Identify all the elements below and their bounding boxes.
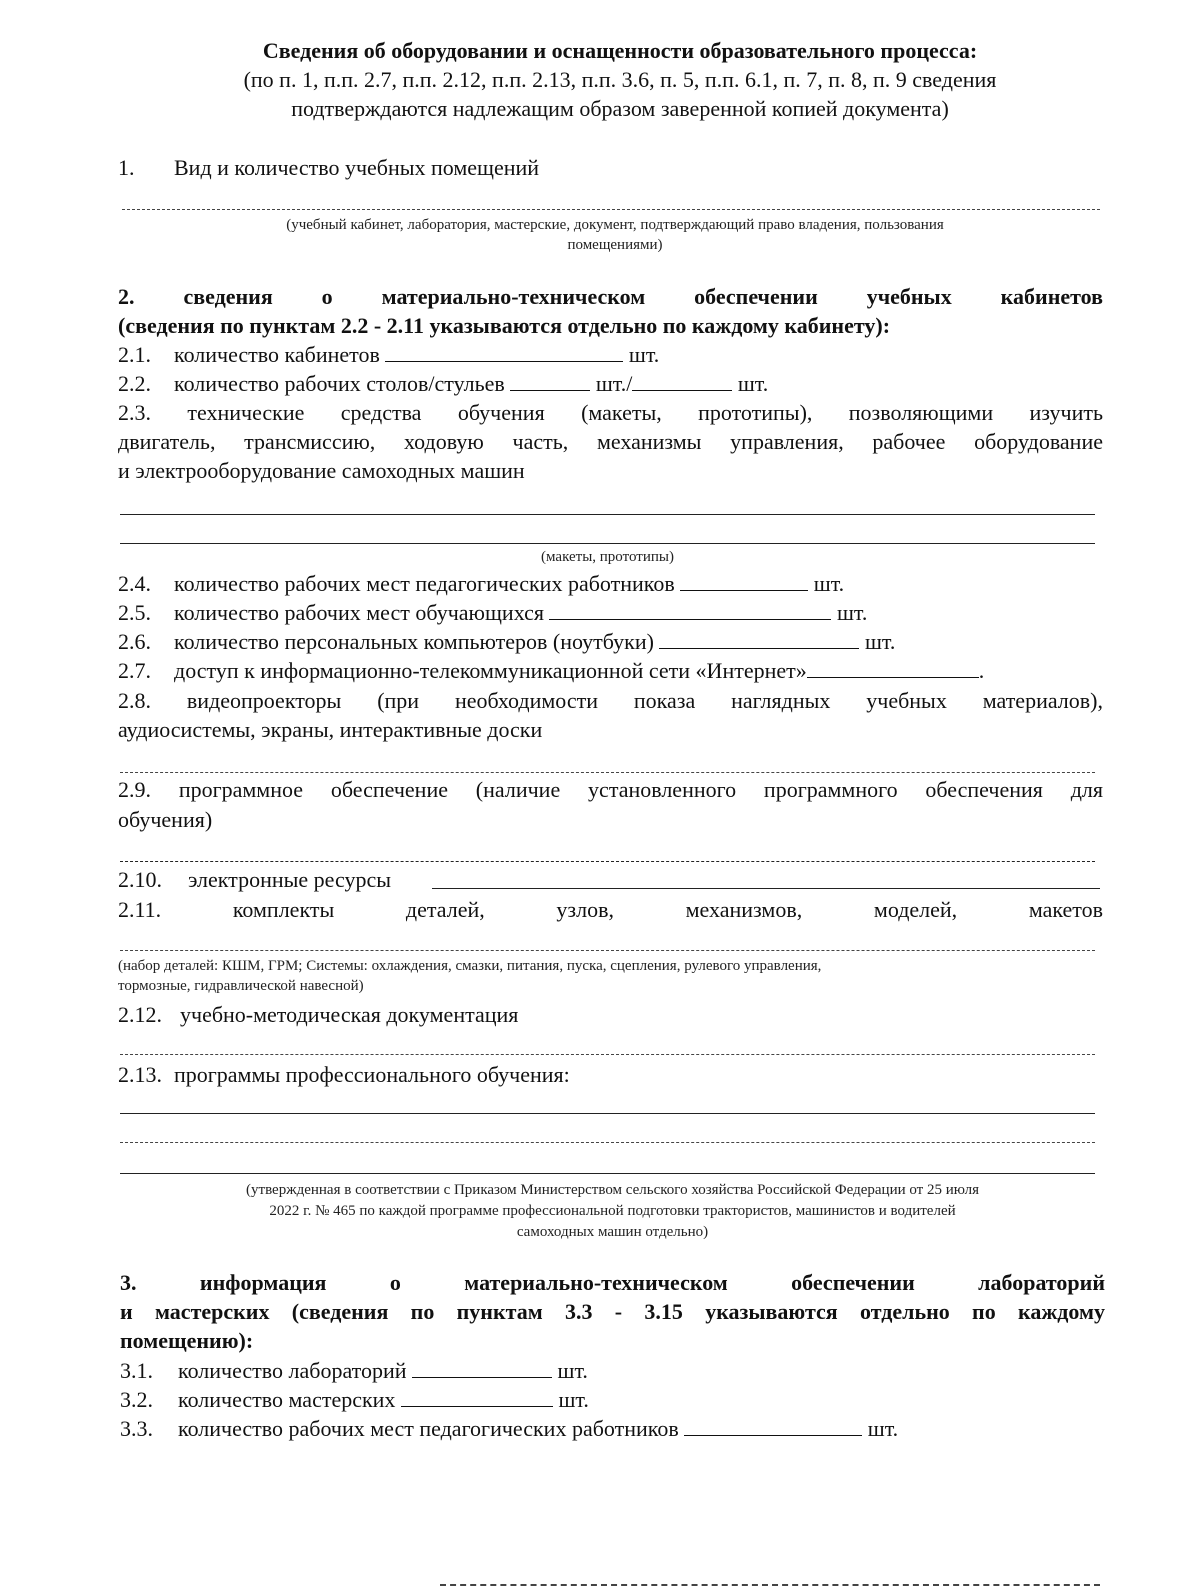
item-2-11-caption-line2: тормозные, гидравлической навесной): [118, 978, 364, 994]
item-2-13-fill-line-2[interactable]: [120, 1142, 1095, 1143]
item-2-3-fill-line-2[interactable]: [120, 543, 1095, 544]
page-bottom-cutoff-line: [440, 1584, 1100, 1586]
item-3-1: [120, 1357, 588, 1385]
item-2-10-fill-line[interactable]: [432, 888, 1100, 889]
section-1-fill-line[interactable]: [122, 209, 1100, 210]
item-2-13-caption-line2: 2022 г. № 465 по каждой программе профессиональной подготовки трактористов, машинистов и водителей: [269, 1203, 956, 1219]
item-2-3-line1: [118, 399, 1103, 427]
item-2-8-line1: [118, 687, 1103, 715]
item-2-4-text: количество рабочих мест педагогических работников: [174, 571, 675, 596]
item-2-2-number: 2.2.: [118, 371, 151, 396]
item-2-4: [118, 570, 844, 598]
document-subtitle-line2: подтверждаются надлежащим образом заверенной копией документа): [291, 96, 949, 121]
item-3-1-fill-line[interactable]: [412, 1357, 552, 1378]
item-3-1-number: 3.1.: [120, 1358, 153, 1383]
item-2-7: [118, 657, 984, 685]
item-2-3-text-line1: технические средства обучения (макеты, прототипы), позволяющими изучить: [187, 400, 1103, 425]
item-2-5: [118, 599, 867, 627]
item-3-3: [120, 1415, 898, 1443]
item-2-9-text-line1: программное обеспечение (наличие установленного программного обеспечения для: [178, 777, 1103, 802]
section-1-text: Вид и количество учебных помещений: [174, 155, 540, 180]
item-2-2-fill-line-2[interactable]: [632, 370, 732, 391]
item-2-12-fill-line[interactable]: [120, 1054, 1095, 1055]
item-2-9-text-line2: обучения): [118, 807, 213, 832]
document-subtitle-line1: (по п. 1, п.п. 2.7, п.п. 2.12, п.п. 2.13, п.п. 3.6, п. 5, п.п. 6.1, п. 7, п. 8, п. 9 сведения: [243, 67, 997, 92]
item-2-13-number: 2.13.: [118, 1062, 162, 1087]
item-2-13-caption-line3: самоходных машин отдельно): [516, 1224, 709, 1240]
item-2-6-number: 2.6.: [118, 629, 151, 654]
item-2-10-number: 2.10.: [118, 867, 162, 892]
item-2-1-fill-line[interactable]: [385, 341, 623, 362]
section-2-heading-line1: 2. сведения о материально-техническом обеспечении учебных кабинетов: [118, 284, 1103, 309]
item-2-13: [118, 1061, 570, 1089]
item-2-6-fill-line[interactable]: [659, 628, 859, 649]
item-3-2-number: 3.2.: [120, 1387, 153, 1412]
item-3-1-unit: шт.: [557, 1358, 588, 1383]
item-2-11-line1: [118, 896, 1103, 924]
item-3-2-unit: шт.: [558, 1387, 589, 1412]
item-2-13-text: программы профессионального обучения:: [174, 1062, 570, 1087]
item-2-13-caption-line1: (утвержденная в соответствии с Приказом Министерством сельского хозяйства Российской Федерации от 25 июля: [246, 1182, 979, 1198]
item-2-11-text: комплекты деталей, узлов, механизмов, моделей, макетов: [232, 897, 1103, 922]
item-2-4-fill-line[interactable]: [680, 570, 808, 591]
item-2-11-caption-line1: (набор деталей: КШМ, ГРМ; Системы: охлаждения, смазки, питания, пуска, сцепления, рулевого управления,: [118, 958, 822, 974]
item-2-6-text: количество персональных компьютеров (ноутбуки): [174, 629, 654, 654]
document-title: Сведения об оборудовании и оснащенности образовательного процесса:: [262, 38, 978, 63]
item-3-2-fill-line[interactable]: [401, 1386, 553, 1407]
item-2-5-fill-line[interactable]: [549, 599, 831, 620]
item-2-3-text-line2: двигатель, трансмиссию, ходовую часть, механизмы управления, рабочее оборудование: [118, 429, 1103, 454]
item-3-3-text: количество рабочих мест педагогических работников: [178, 1416, 679, 1441]
item-2-2-text: количество рабочих столов/стульев: [174, 371, 505, 396]
item-2-4-unit: шт.: [813, 571, 845, 596]
item-3-2: [120, 1386, 589, 1414]
item-2-13-fill-line-3[interactable]: [120, 1173, 1095, 1174]
section-1-caption-line1: (учебный кабинет, лаборатория, мастерские, документ, подтверждающий право владения, пользования: [286, 217, 944, 233]
item-2-8-text-line2: аудиосистемы, экраны, интерактивные доски: [118, 717, 543, 742]
item-2-8-fill-line[interactable]: [120, 772, 1095, 773]
item-2-5-unit: шт.: [836, 600, 868, 625]
item-2-1-number: 2.1.: [118, 342, 151, 367]
item-3-1-text: количество лабораторий: [178, 1358, 407, 1383]
item-2-2-fill-line-1[interactable]: [510, 370, 590, 391]
item-2-13-fill-line-1[interactable]: [120, 1113, 1095, 1114]
item-2-4-number: 2.4.: [118, 571, 151, 596]
item-2-5-number: 2.5.: [118, 600, 151, 625]
item-2-2: [118, 370, 768, 398]
item-2-8-number: 2.8.: [118, 688, 151, 713]
section-2-heading-line2: (сведения по пунктам 2.2 - 2.11 указываются отдельно по каждому кабинету):: [118, 313, 891, 338]
section-1-number: 1.: [118, 155, 135, 180]
item-2-7-fill-line[interactable]: [807, 657, 979, 678]
item-3-2-text: количество мастерских: [178, 1387, 396, 1412]
section-1-caption-line2: помещениями): [567, 237, 663, 253]
item-2-6: [118, 628, 895, 656]
item-2-1-unit: шт.: [628, 342, 660, 367]
item-2-12-number: 2.12.: [118, 1002, 162, 1027]
item-2-5-text: количество рабочих мест обучающихся: [174, 600, 544, 625]
item-2-8-text-line1: видеопроекторы (при необходимости показа наглядных учебных материалов),: [186, 688, 1103, 713]
item-2-2-unit2: шт.: [737, 371, 769, 396]
section-3-heading-line1: 3. информация о материально-техническом обеспечении лабораторий: [120, 1270, 1105, 1295]
item-2-1-text: количество кабинетов: [174, 342, 380, 367]
item-2-9-number: 2.9.: [118, 777, 151, 802]
item-2-10-text: электронные ресурсы: [188, 867, 391, 892]
item-2-10: [118, 866, 391, 894]
item-2-3-number: 2.3.: [118, 400, 151, 425]
item-2-6-unit: шт.: [864, 629, 896, 654]
section-3-heading-line3: помещению):: [120, 1328, 254, 1353]
item-3-3-unit: шт.: [867, 1416, 899, 1441]
item-2-11-number: 2.11.: [118, 897, 162, 922]
item-2-12: [118, 1001, 518, 1029]
item-3-3-number: 3.3.: [120, 1416, 153, 1441]
item-2-11-fill-line[interactable]: [120, 950, 1095, 951]
item-2-7-end: .: [978, 658, 985, 683]
item-2-3-fill-line-1[interactable]: [120, 514, 1095, 515]
item-2-3-caption: (макеты, прототипы): [541, 549, 674, 565]
item-2-12-text: учебно-методическая документация: [180, 1002, 519, 1027]
item-3-3-fill-line[interactable]: [684, 1415, 862, 1436]
item-2-9-line1: [118, 776, 1103, 804]
item-2-3-text-line3: и электрооборудование самоходных машин: [118, 458, 525, 483]
item-2-2-unit1: шт./: [595, 371, 633, 396]
item-2-7-text: доступ к информационно-телекоммуникационной сети «Интернет»: [174, 658, 807, 683]
item-2-9-fill-line[interactable]: [120, 861, 1095, 862]
item-2-7-number: 2.7.: [118, 658, 151, 683]
item-2-1: [118, 341, 659, 369]
section-3-heading-line2: и мастерских (сведения по пунктам 3.3 - 3.15 указываются отдельно по каждому: [120, 1299, 1105, 1324]
